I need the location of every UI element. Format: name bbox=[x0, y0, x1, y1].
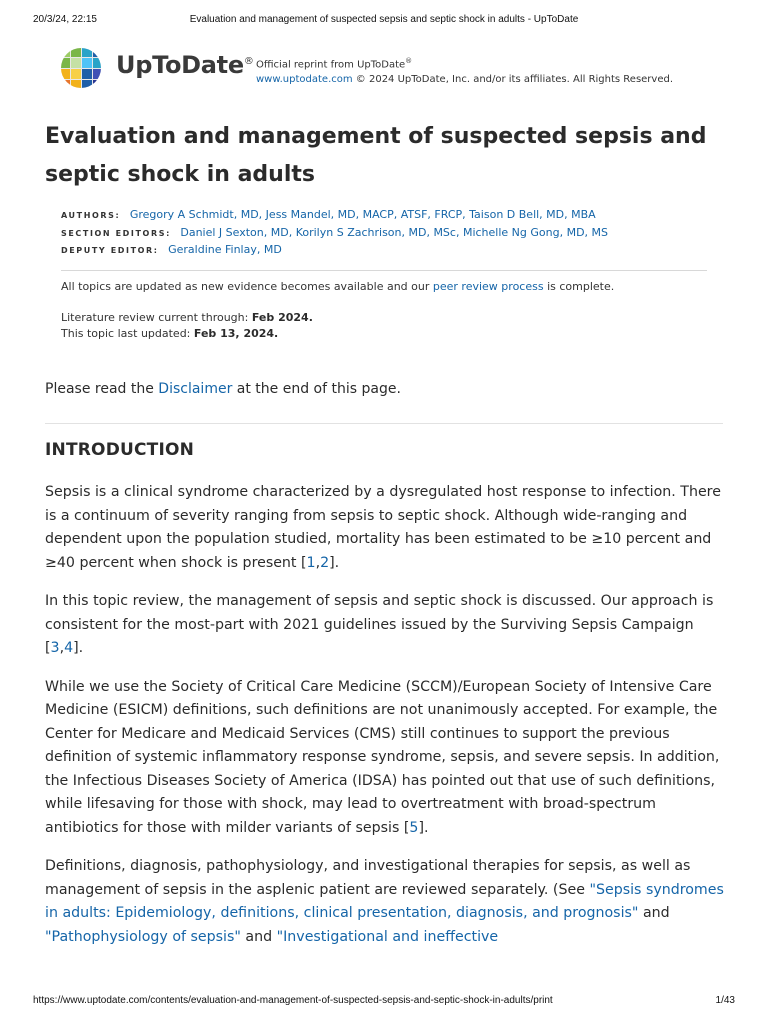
topic-link-pathophysiology[interactable]: "Pathophysiology of sepsis" bbox=[45, 928, 241, 945]
update-note: All topics are updated as new evidence becomes available and our peer review process is complete. bbox=[61, 280, 615, 293]
reference-link[interactable]: 3 bbox=[50, 640, 60, 656]
reference-link[interactable]: 4 bbox=[64, 640, 74, 656]
section-editors-row bbox=[61, 225, 721, 243]
reference-link[interactable]: 2 bbox=[320, 554, 330, 571]
disclaimer-link[interactable]: Disclaimer bbox=[158, 381, 233, 397]
paragraph: Definitions, diagnosis, pathophysiology, and investigational therapies for sepsis, as well as management of sepsis in the asplenic patient are reviewed separately. (See "Sepsis syndromes in adults: Epidemiology, definitions, clinical presentation, diagnosis, and prognosis" and "Pathophysiology of sepsis" and "Investigational and ineffective bbox=[45, 858, 724, 945]
section-heading-introduction: INTRODUCTION bbox=[45, 440, 195, 460]
paragraph: Sepsis is a clinical syndrome characterized by a dysregulated host response to infection. There is a continuum of severity ranging from sepsis to septic shock. Although wide-ranging and dependent upon the population studied, mortality has been estimated to be ≥10 percent and ≥40 percent when shock is present [1,2]. bbox=[45, 484, 721, 571]
uptodate-globe-icon bbox=[60, 47, 102, 89]
print-page-title: Evaluation and management of suspected sepsis and septic shock in adults - UpToDate bbox=[189, 14, 579, 25]
logo-wordmark: UpToDate® bbox=[116, 51, 254, 79]
paragraph: In this topic review, the management of sepsis and septic shock is discussed. Our approach is consistent for the most-part with 2021 guidelines issued by the Surviving Sepsis Campaign [3,4]. bbox=[45, 593, 714, 656]
section-editors-label: SECTION EDITORS: bbox=[61, 228, 171, 238]
literature-review-info bbox=[61, 310, 313, 342]
print-footer bbox=[33, 995, 735, 1009]
uptodate-site-link[interactable]: www.uptodate.com bbox=[256, 74, 353, 86]
reference-link[interactable]: 1 bbox=[306, 554, 316, 571]
authors-row bbox=[61, 207, 721, 225]
introduction-body bbox=[45, 481, 725, 964]
peer-review-link[interactable]: peer review process bbox=[432, 280, 544, 293]
topic-link-sepsis-syndromes[interactable]: "Sepsis syndromes in adults: Epidemiology, definitions, clinical presentation, diagnosis, and prognosis" bbox=[45, 881, 724, 921]
print-url: https://www.uptodate.com/contents/evaluation-and-management-of-suspected-sepsis-and-septic-shock-in-adults/print bbox=[33, 995, 553, 1006]
divider bbox=[45, 423, 723, 424]
deputy-editor-link[interactable]: Geraldine Finlay, MD bbox=[168, 243, 282, 256]
authors-links[interactable]: Gregory A Schmidt, MD, Jess Mandel, MD, MACP, ATSF, FRCP, Taison D Bell, MD, MBA bbox=[129, 208, 596, 221]
uptodate-logo bbox=[60, 47, 254, 89]
reference-link[interactable]: 5 bbox=[409, 819, 419, 836]
reprint-line: Official reprint from UpToDate bbox=[256, 59, 406, 71]
lit-review-line: Literature review current through: Feb 2024. bbox=[61, 311, 313, 324]
deputy-editor-row bbox=[61, 242, 721, 260]
divider bbox=[61, 270, 707, 271]
reprint-notice: Official reprint from UpToDate® www.uptodate.com © 2024 UpToDate, Inc. and/or its affiliates. All Rights Reserved. bbox=[256, 57, 674, 86]
authors-label: AUTHORS: bbox=[61, 211, 121, 220]
print-header bbox=[33, 14, 735, 28]
section-editors-links[interactable]: Daniel J Sexton, MD, Korilyn S Zachrison, MD, MSc, Michelle Ng Gong, MD, MS bbox=[180, 225, 609, 239]
article-title: Evaluation and management of suspected sepsis and septic shock in adults bbox=[45, 124, 707, 187]
deputy-editor-label: DEPUTY EDITOR: bbox=[61, 246, 159, 255]
paragraph: While we use the Society of Critical Care Medicine (SCCM)/European Society of Intensive Care Medicine (ESICM) definitions, such definitions are not unanimously accepted. For example, the Center for Medicare and Medicaid Services (CMS) still continues to support the previous definition of systemic inflammatory response syndrome, sepsis, and severe sepsis. In addition, the Infectious Diseases Society of America (IDSA) has pointed out that use of such definitions, while lifesaving for those with shock, may lead to overtreatment with broad-spectrum antibiotics for those with milder variants of sepsis [5]. bbox=[45, 678, 720, 836]
print-datetime: 20/3/24, 22:15 bbox=[33, 14, 97, 25]
print-page-number: 1/43 bbox=[715, 995, 735, 1006]
topic-link-investigational[interactable]: "Investigational and ineffective bbox=[276, 928, 499, 945]
last-updated-line: This topic last updated: Feb 13, 2024. bbox=[61, 327, 279, 340]
contributors bbox=[61, 207, 721, 260]
disclaimer-note: Please read the Disclaimer at the end of this page. bbox=[45, 381, 401, 397]
copyright-text: © 2024 UpToDate, Inc. and/or its affiliates. All Rights Reserved. bbox=[352, 74, 674, 86]
